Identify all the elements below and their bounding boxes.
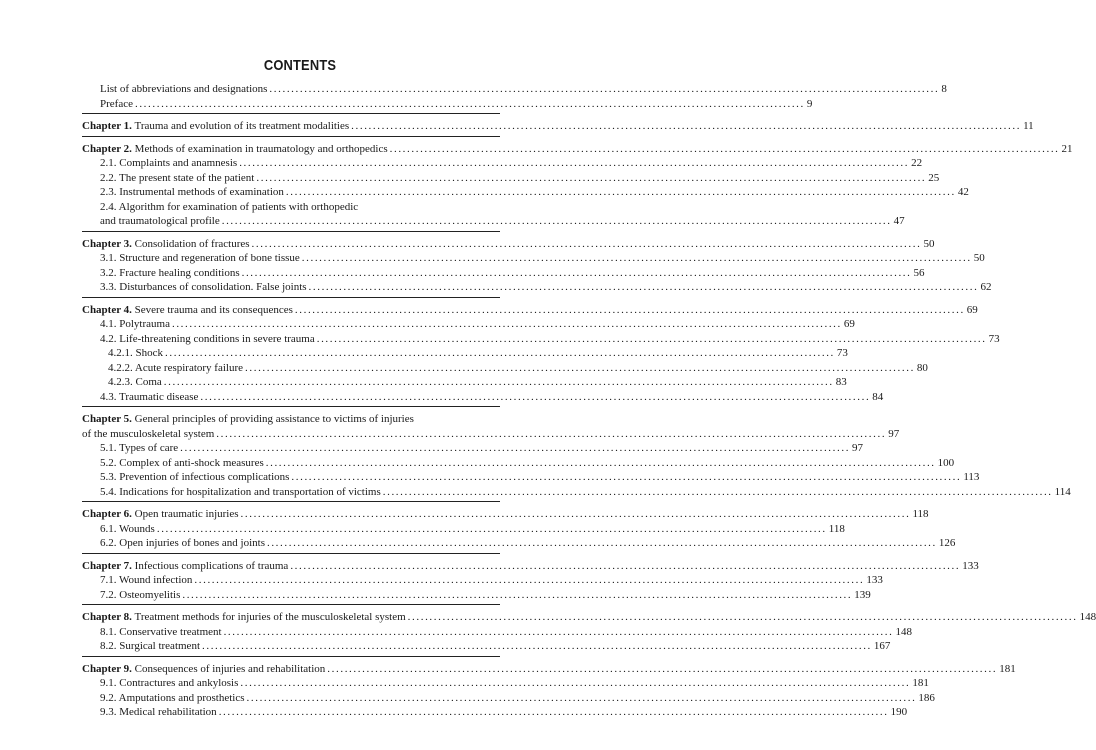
toc-chapter-entry[interactable] bbox=[82, 142, 1073, 157]
dot-leader bbox=[256, 171, 926, 186]
dot-leader bbox=[247, 691, 917, 706]
toc-entry-text bbox=[100, 536, 265, 551]
toc-entry-text bbox=[108, 375, 162, 390]
page-number: 114 bbox=[1054, 485, 1071, 498]
toc-chapter-entry[interactable] bbox=[82, 610, 1096, 625]
dot-leader bbox=[267, 536, 937, 551]
page-number: 181 bbox=[912, 677, 929, 689]
toc-entry-text bbox=[100, 82, 267, 97]
page-number: 118 bbox=[828, 522, 845, 535]
page-number: 22 bbox=[911, 157, 923, 169]
toc-entry[interactable] bbox=[82, 317, 855, 332]
dot-leader bbox=[172, 317, 842, 332]
toc-entry-title: Infectious complications of trauma bbox=[134, 559, 289, 572]
page-number: 62 bbox=[980, 281, 992, 293]
page-number: 190 bbox=[890, 706, 908, 718]
dot-leader bbox=[180, 441, 850, 456]
toc-entry-title: Trauma and evolution of its treatment modalities bbox=[134, 120, 350, 132]
toc-entry-title: 7.1. Wound infection bbox=[100, 574, 193, 586]
page-number: 21 bbox=[1061, 142, 1073, 155]
page-number: 69 bbox=[966, 303, 978, 316]
toc-entry[interactable] bbox=[82, 691, 935, 706]
toc-entry-text bbox=[82, 610, 406, 625]
chapter-label: Chapter 7. bbox=[82, 559, 132, 572]
page-number: 56 bbox=[913, 266, 925, 279]
toc-entry[interactable] bbox=[82, 441, 864, 456]
toc-entry-text bbox=[82, 303, 293, 318]
dot-leader bbox=[317, 332, 987, 347]
page-title: CONTENTS bbox=[263, 57, 337, 74]
dot-leader bbox=[290, 559, 960, 574]
toc-entry[interactable] bbox=[82, 346, 848, 361]
toc-entry-text bbox=[100, 625, 222, 640]
toc-entry-title: 9.3. Medical rehabilitation bbox=[100, 706, 217, 718]
toc-entry-title: 9.1. Contractures and ankylosis bbox=[100, 677, 239, 689]
toc-line bbox=[82, 412, 500, 427]
dot-leader bbox=[194, 573, 864, 588]
chapter-label: Chapter 2. bbox=[82, 142, 132, 155]
toc-entry[interactable] bbox=[82, 705, 908, 720]
dot-leader bbox=[302, 251, 972, 266]
page-number: 80 bbox=[916, 361, 928, 374]
toc-entry-text bbox=[82, 119, 349, 134]
toc-entry[interactable] bbox=[82, 214, 905, 229]
toc-entry-text bbox=[100, 214, 220, 229]
dot-leader bbox=[239, 156, 909, 171]
toc-entry-text bbox=[100, 676, 238, 691]
toc-entry[interactable] bbox=[82, 470, 980, 485]
page-number: 11 bbox=[1023, 120, 1034, 132]
toc-section bbox=[82, 79, 947, 113]
toc-entry-title: 8.2. Surgical treatment bbox=[100, 640, 200, 652]
page-number: 73 bbox=[988, 332, 1000, 345]
toc-entry-text bbox=[100, 97, 133, 112]
toc-entry-title: Consolidation of fractures bbox=[134, 237, 250, 250]
dot-leader bbox=[224, 625, 894, 640]
toc-entry-text bbox=[100, 171, 254, 186]
dot-leader bbox=[252, 237, 922, 252]
toc-chapter-entry[interactable] bbox=[82, 559, 979, 574]
toc-entry-text bbox=[108, 346, 163, 361]
toc-entry-title: 4.2.1. Shock bbox=[108, 347, 163, 359]
toc-entry[interactable] bbox=[82, 536, 956, 551]
toc-entry[interactable] bbox=[82, 485, 1071, 500]
toc-entry[interactable] bbox=[82, 375, 847, 390]
chapter-label: Chapter 1. bbox=[82, 120, 132, 132]
toc-entry-title: 3.3. Disturbances of consolidation. False joints bbox=[100, 281, 307, 293]
toc-section bbox=[82, 656, 1016, 722]
toc-entry-title: 6.1. Wounds bbox=[100, 522, 155, 535]
toc-entry-title: Methods of examination in traumatology and orthopedics bbox=[134, 142, 388, 155]
toc-entry[interactable] bbox=[82, 171, 940, 186]
dot-leader bbox=[390, 142, 1060, 157]
toc-section bbox=[82, 604, 1096, 656]
page-number: 118 bbox=[912, 508, 929, 520]
toc-entry-text bbox=[100, 456, 264, 471]
toc-entry-title: Severe trauma and its consequences bbox=[134, 303, 293, 316]
page-number: 167 bbox=[873, 640, 891, 652]
page-number: 47 bbox=[893, 215, 905, 227]
page-number: 113 bbox=[963, 471, 980, 483]
table-of-contents bbox=[82, 79, 1096, 722]
toc-entry-text bbox=[100, 390, 198, 405]
dot-leader bbox=[157, 522, 827, 537]
chapter-label: Chapter 6. bbox=[82, 508, 132, 520]
toc-entry-title: 3.1. Structure and regeneration of bone tissue bbox=[100, 252, 300, 264]
dot-leader bbox=[383, 485, 1053, 500]
toc-entry-text bbox=[82, 559, 288, 574]
toc-section bbox=[82, 136, 1073, 231]
toc-entry[interactable] bbox=[82, 427, 900, 442]
dot-leader bbox=[309, 280, 979, 295]
toc-section bbox=[82, 113, 1034, 136]
toc-entry-title: 6.2. Open injuries of bones and joints bbox=[100, 537, 265, 549]
dot-leader bbox=[222, 214, 892, 229]
toc-entry-text bbox=[108, 361, 243, 376]
toc-entry-title: Preface bbox=[100, 97, 133, 110]
toc-entry-title: 4.2.3. Coma bbox=[108, 376, 162, 388]
toc-entry-title: List of abbreviations and designations bbox=[100, 83, 268, 95]
page-number: 50 bbox=[923, 237, 935, 250]
dot-leader bbox=[291, 470, 961, 485]
toc-entry-title: Treatment methods for injuries of the musculoskeletal system bbox=[134, 611, 406, 623]
toc-entry-text bbox=[100, 266, 240, 281]
page-number: 50 bbox=[973, 252, 985, 264]
dot-leader bbox=[266, 456, 936, 471]
toc-chapter-entry[interactable] bbox=[82, 119, 1034, 134]
page-number: 181 bbox=[999, 662, 1016, 675]
toc-entry[interactable] bbox=[82, 361, 928, 376]
chapter-label: Chapter 8. bbox=[82, 611, 132, 623]
dot-leader bbox=[351, 119, 1021, 134]
dot-leader bbox=[242, 266, 912, 281]
dot-leader bbox=[202, 639, 872, 654]
page-number: 42 bbox=[957, 186, 969, 198]
toc-entry-title: and traumatological profile bbox=[100, 215, 220, 227]
toc-entry-title: 9.2. Amputations and prosthetics bbox=[100, 691, 245, 704]
toc-entry-text bbox=[100, 485, 381, 500]
dot-leader bbox=[165, 346, 835, 361]
page-number: 133 bbox=[866, 574, 883, 586]
page-number: 186 bbox=[918, 691, 935, 704]
toc-entry[interactable] bbox=[82, 676, 929, 691]
page-number: 100 bbox=[937, 456, 955, 469]
toc-entry-text bbox=[82, 507, 239, 522]
toc-entry-text bbox=[100, 691, 245, 706]
chapter-label: Chapter 4. bbox=[82, 303, 132, 316]
toc-entry-title: 2.4. Algorithm for examination of patients with orthopedic bbox=[100, 200, 359, 213]
page-number: 139 bbox=[854, 588, 871, 601]
toc-entry-title: 4.3. Traumatic disease bbox=[100, 390, 199, 403]
toc-section bbox=[82, 297, 1000, 407]
dot-leader bbox=[241, 507, 911, 522]
toc-entry[interactable] bbox=[82, 639, 891, 654]
toc-entry-text bbox=[100, 332, 315, 347]
page-number: 84 bbox=[872, 390, 884, 403]
toc-entry-text bbox=[100, 639, 200, 654]
toc-entry[interactable] bbox=[82, 588, 871, 603]
toc-entry[interactable] bbox=[82, 280, 992, 295]
dot-leader bbox=[216, 427, 886, 442]
toc-chapter-entry[interactable] bbox=[82, 237, 935, 252]
toc-chapter-entry[interactable] bbox=[82, 303, 978, 318]
toc-entry-text bbox=[100, 441, 178, 456]
page-number: 69 bbox=[843, 318, 855, 330]
page-number: 126 bbox=[938, 537, 956, 549]
toc-entry-text bbox=[100, 573, 192, 588]
dot-leader bbox=[135, 97, 805, 112]
toc-entry[interactable] bbox=[82, 97, 813, 112]
toc-entry[interactable] bbox=[82, 185, 969, 200]
toc-entry[interactable] bbox=[82, 266, 925, 281]
toc-entry-title: 3.2. Fracture healing conditions bbox=[100, 266, 240, 279]
toc-section bbox=[82, 231, 992, 297]
toc-entry-text bbox=[100, 470, 289, 485]
dot-leader bbox=[286, 185, 956, 200]
dot-leader bbox=[182, 588, 852, 603]
toc-entry-text bbox=[82, 662, 325, 677]
toc-entry-text bbox=[100, 251, 300, 266]
toc-chapter-entry[interactable] bbox=[82, 662, 1016, 677]
toc-entry-title: General principles of providing assistance to victims of injuries bbox=[134, 413, 414, 425]
dot-leader bbox=[219, 705, 889, 720]
toc-entry[interactable] bbox=[82, 390, 884, 405]
toc-chapter-entry[interactable] bbox=[82, 507, 929, 522]
dot-leader bbox=[164, 375, 834, 390]
page-number: 8 bbox=[941, 83, 947, 95]
page-number: 133 bbox=[962, 559, 979, 572]
dot-leader bbox=[240, 676, 910, 691]
toc-section bbox=[82, 501, 956, 553]
toc-entry[interactable] bbox=[82, 251, 985, 266]
toc-entry-title: of the musculoskeletal system bbox=[82, 427, 215, 440]
toc-entry-text bbox=[100, 522, 155, 537]
dot-leader bbox=[200, 390, 870, 405]
toc-line bbox=[82, 200, 500, 215]
dot-leader bbox=[269, 82, 939, 97]
toc-entry-text bbox=[100, 705, 217, 720]
page-number: 148 bbox=[895, 625, 912, 638]
chapter-label: Chapter 3. bbox=[82, 237, 132, 250]
page-number: 73 bbox=[836, 347, 848, 359]
toc-entry-text bbox=[100, 185, 284, 200]
toc-entry[interactable] bbox=[82, 156, 923, 171]
toc-entry-title: 7.2. Osteomyelitis bbox=[100, 588, 181, 601]
toc-entry-title: 5.1. Types of care bbox=[100, 442, 179, 454]
chapter-label: Chapter 9. bbox=[82, 662, 132, 675]
toc-entry[interactable] bbox=[82, 332, 1000, 347]
dot-leader bbox=[295, 303, 965, 318]
dot-leader bbox=[245, 361, 915, 376]
toc-entry-title: 2.3. Instrumental methods of examination bbox=[100, 186, 284, 198]
page-number: 83 bbox=[835, 376, 847, 388]
toc-entry-text bbox=[82, 142, 388, 157]
page-number: 148 bbox=[1079, 611, 1096, 623]
dot-leader bbox=[327, 662, 997, 677]
toc-entry[interactable] bbox=[82, 625, 912, 640]
dot-leader bbox=[408, 610, 1078, 625]
toc-entry-title: Consequences of injuries and rehabilitation bbox=[134, 662, 326, 675]
toc-entry-title: 2.1. Complaints and anamnesis bbox=[100, 157, 238, 169]
toc-entry-text bbox=[100, 317, 170, 332]
toc-entry[interactable] bbox=[82, 82, 947, 97]
page-number: 25 bbox=[928, 171, 940, 184]
toc-entry-title: Open traumatic injuries bbox=[134, 508, 239, 520]
chapter-label: Chapter 5. bbox=[82, 413, 132, 425]
toc-entry-title: 5.2. Complex of anti-shock measures bbox=[100, 456, 264, 469]
toc-section bbox=[82, 553, 979, 605]
toc-entry-title: 5.3. Prevention of infectious complications bbox=[100, 471, 290, 483]
toc-entry-text bbox=[82, 427, 214, 442]
page-number: 9 bbox=[806, 97, 813, 110]
page-number: 97 bbox=[852, 442, 864, 454]
toc-entry[interactable] bbox=[82, 456, 955, 471]
toc-entry-text bbox=[100, 280, 307, 295]
toc-entry-text bbox=[82, 237, 250, 252]
toc-entry-title: 4.2.2. Acute respiratory failure bbox=[108, 361, 244, 374]
toc-section bbox=[82, 406, 1071, 501]
toc-entry-text bbox=[100, 156, 237, 171]
toc-entry-title: 5.4. Indications for hospitalization and transportation of victims bbox=[100, 485, 381, 498]
toc-entry-title: 4.1. Polytrauma bbox=[100, 318, 170, 330]
toc-entry[interactable] bbox=[82, 573, 883, 588]
toc-entry-title: 2.2. The present state of the patient bbox=[100, 171, 255, 184]
toc-entry[interactable] bbox=[82, 522, 845, 537]
toc-entry-title: 8.1. Conservative treatment bbox=[100, 625, 222, 638]
toc-entry-text bbox=[100, 588, 180, 603]
page-number: 97 bbox=[888, 427, 900, 440]
toc-entry-title: 4.2. Life-threatening conditions in severe trauma bbox=[100, 332, 315, 345]
